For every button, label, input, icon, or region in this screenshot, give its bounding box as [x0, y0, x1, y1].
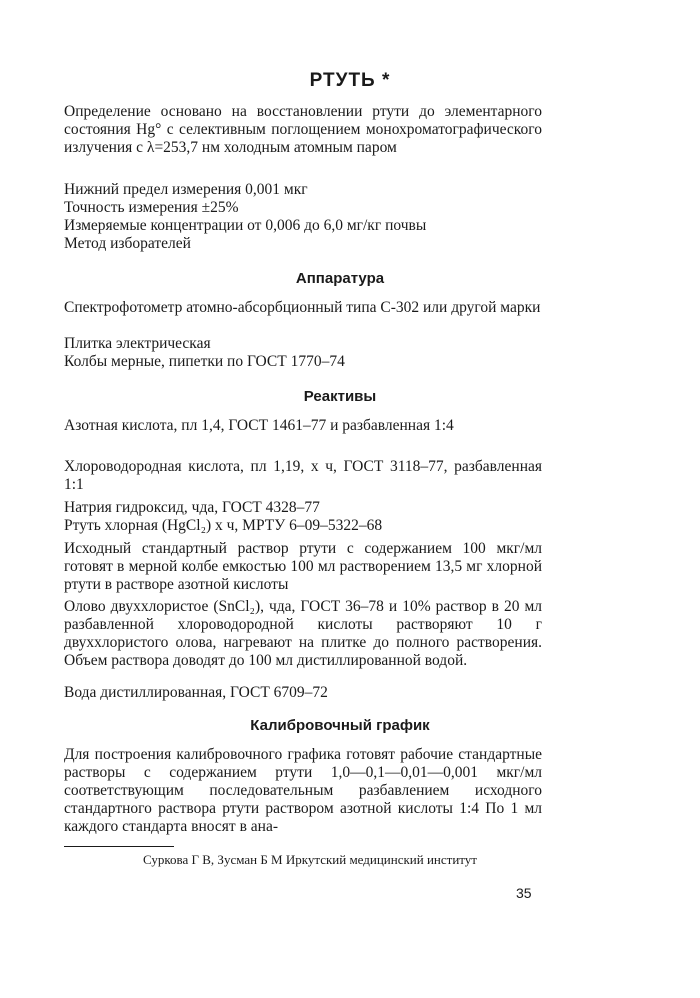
reagents-heading: Реактивы: [303, 388, 377, 405]
reagent-mercury-chloride: Ртуть хлорная (HgCl₂) х ч, МРТУ 6–09–5322–68: [64, 517, 383, 534]
calibration-heading: Калибровочный график: [250, 717, 430, 734]
reagent-nitric-acid: Азотная кислота, пл 1,4, ГОСТ 1461–77 и разбавленная 1:4: [64, 417, 454, 434]
footnote-divider: [64, 846, 174, 847]
reagent-stock-solution: Исходный стандартный раствор ртути с содержанием 100 мкг/мл готовят в мерной колбе емкостью 100 мл растворением 13,5 мг хлорной ртути в растворе азотной кислоты: [64, 540, 542, 593]
intro-paragraph: Определение основано на восстановлении ртути до элементарного состояния Hg° с селективным поглощением монохроматографического излучения с λ=253,7 нм холодным атомным паром: [64, 103, 542, 156]
reagent-tin-chloride: Олово двуххлористое (SnCl₂), чда, ГОСТ 36–78 и 10% раствор в 20 мл разбавленной хлороводородной кислоты растворяют 10 г двуххлористого олова, нагревают на плитке до полного растворения. Объем раствора доводят до 100 мл дистиллированной водой.: [64, 598, 542, 669]
lower-limit-line: Нижний предел измерения 0,001 мкг: [64, 181, 308, 198]
apparatus-line-flasks: Колбы мерные, пипетки по ГОСТ 1770–74: [64, 353, 345, 370]
calibration-paragraph: Для построения калибровочного графика готовят рабочие стандартные растворы с содержанием ртути 1,0—0,1—0,01—0,001 мкг/мл соответствующим последовательным разбавлением исходного стандартного раствора ртути раствором азотной кислоты 1:4 По 1 мл каждого стандарта вносят в ана-: [64, 746, 542, 835]
accuracy-line: Точность измерения ±25%: [64, 199, 239, 216]
apparatus-paragraph: Спектрофотометр атомно-абсорбционный типа С-302 или другой марки: [64, 299, 541, 316]
concentration-range-line: Измеряемые концентрации от 0,006 до 6,0 мг/кг почвы: [64, 217, 427, 234]
page-number: 35: [516, 885, 532, 901]
reagent-sodium-hydroxide: Натрия гидроксид, чда, ГОСТ 4328–77: [64, 499, 320, 516]
reagent-distilled-water: Вода дистиллированная, ГОСТ 6709–72: [64, 684, 328, 701]
reagent-hydrochloric-acid: Хлороводородная кислота, пл 1,19, х ч, ГОСТ 3118–77, разбавленная 1:1: [64, 458, 542, 493]
footnote: Суркова Г В, Зусман Б М Иркутский медицинский институт: [143, 852, 477, 867]
apparatus-heading: Аппаратура: [295, 270, 385, 287]
method-line: Метод изборателей: [64, 235, 191, 252]
page-title: РТУТЬ *: [309, 70, 391, 91]
apparatus-line-hotplate: Плитка электрическая: [64, 335, 211, 352]
